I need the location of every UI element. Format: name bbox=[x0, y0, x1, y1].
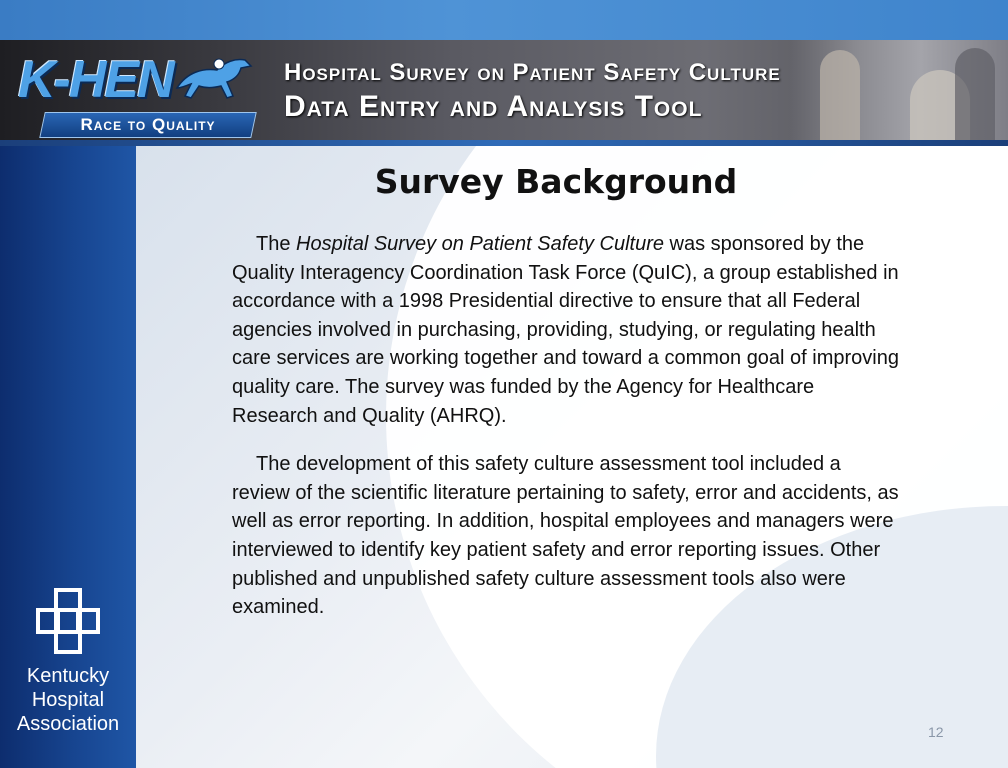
page-number: 12 bbox=[928, 724, 944, 740]
header-banner bbox=[0, 40, 1008, 146]
paragraph-2: The development of this safety culture assessment tool included a review of the scientific literature pertaining to safety, error and accidents, as well as error reporting. In addition, hospital employees and managers were interviewed to identify key patient safety and error reporting issues. Other published and unpublished safety culture assessment tools also were examined. bbox=[232, 453, 899, 619]
survey-name: Hospital Survey on Patient Safety Culture bbox=[296, 233, 664, 255]
slide-body bbox=[232, 230, 904, 642]
slide-title: Survey Background bbox=[374, 162, 738, 201]
organization-name bbox=[0, 664, 136, 736]
khen-logo bbox=[4, 44, 266, 142]
banner-title-line2: Data Entry and Analysis Tool bbox=[284, 90, 703, 123]
logo-tagline-box bbox=[39, 112, 257, 138]
hospital-cross-icon bbox=[36, 588, 100, 654]
left-sidebar bbox=[0, 146, 136, 768]
org-line-3: Association bbox=[16, 713, 120, 735]
banner-title-line1: Hospital Survey on Patient Safety Culture bbox=[284, 59, 781, 86]
org-line-2: Hospital bbox=[31, 689, 105, 711]
staff-photo bbox=[790, 40, 1008, 146]
logo-tagline: Race to Quality bbox=[80, 115, 216, 134]
logo-wordmark: K-HEN bbox=[18, 51, 173, 109]
org-line-1: Kentucky bbox=[26, 665, 110, 687]
banner-title bbox=[284, 58, 781, 126]
top-bar bbox=[0, 0, 1008, 40]
paragraph-1: The Hospital Survey on Patient Safety Culture was sponsored by the Quality Interagency Coordination Task Force (QuIC), a group established in accordance with a 1998 Presidential directive to ensure that all Federal agencies involved in purchasing, providing, studying, or regulating health care services are working together and toward a common goal of improving quality care. The survey was funded by the Agency for Healthcare Research and Quality (AHRQ). bbox=[232, 233, 899, 427]
racehorse-icon bbox=[169, 50, 259, 110]
